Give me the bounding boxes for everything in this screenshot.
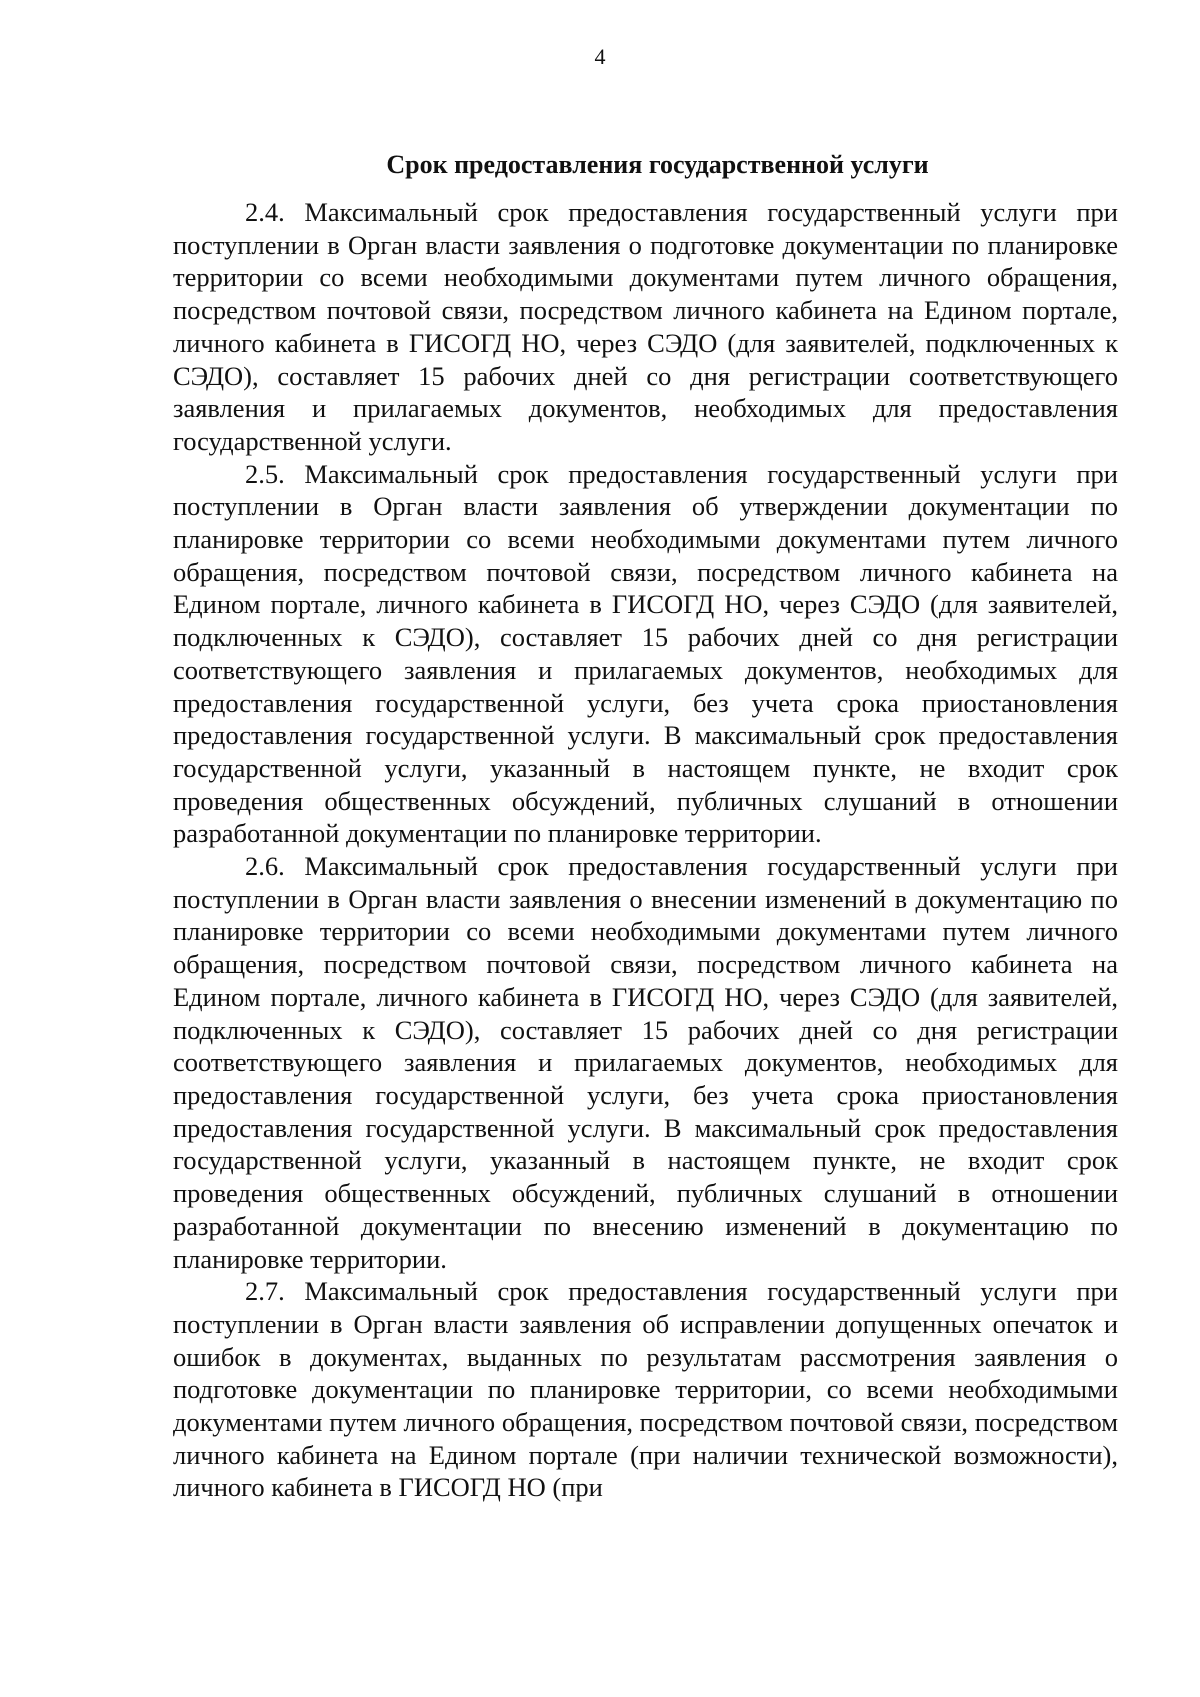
page-number: 4 <box>594 44 606 69</box>
section-heading: Срок предоставления государственной услуги <box>386 150 929 179</box>
paragraph-2-7: 2.7. Максимальный срок предоставления государственный услуги при поступлении в Орган власти заявления об исправлении допущенных опечаток и ошибок в документах, выданных по результатам рассмотрения заявления о подготовке документации по планировке территории, со всеми необходимыми документами путем личного обращения, посредством почтовой связи, посредством личного кабинета на Едином портале (при наличии технической возможности), личного кабинета в ГИСОГД НО (при <box>173 1276 1118 1503</box>
paragraph-2-4: 2.4. Максимальный срок предоставления государственный услуги при поступлении в Орган власти заявления о подготовке документации по планировке территории со всеми необходимыми документами путем личного обращения, посредством почтовой связи, посредством личного кабинета на Едином портале, личного кабинета в ГИСОГД НО, через СЭДО (для заявителей, подключенных к СЭДО), составляет 15 рабочих дней со дня регистрации соответствующего заявления и прилагаемых документов, необходимых для предоставления государственной услуги. <box>173 197 1118 456</box>
paragraph-2-5: 2.5. Максимальный срок предоставления государственный услуги при поступлении в Орган власти заявления об утверждении документации по планировке территории со всеми необходимыми документами путем личного обращения, посредством почтовой связи, посредством личного кабинета на Едином портале, личного кабинета в ГИСОГД НО, через СЭДО (для заявителей, подключенных к СЭДО), составляет 15 рабочих дней со дня регистрации соответствующего заявления и прилагаемых документов, необходимых для предоставления государственной услуги, без учета срока приостановления предоставления государственной услуги. В максимальный срок предоставления государственной услуги, указанный в настоящем пункте, не входит срок проведения общественных обсуждений, публичных слушаний в отношении разработанной документации по планировке территории. <box>173 458 1118 849</box>
paragraph-2-6: 2.6. Максимальный срок предоставления государственный услуги при поступлении в Орган власти заявления о внесении изменений в документацию по планировке территории со всеми необходимыми документами путем личного обращения, посредством почтовой связи, посредством личного кабинета на Едином портале, личного кабинета в ГИСОГД НО, через СЭДО (для заявителей, подключенных к СЭДО), составляет 15 рабочих дней со дня регистрации соответствующего заявления и прилагаемых документов, необходимых для предоставления государственной услуги, без учета срока приостановления предоставления государственной услуги. В максимальный срок предоставления государственной услуги, указанный в настоящем пункте, не входит срок проведения общественных обсуждений, публичных слушаний в отношении разработанной документации по внесению изменений в документацию по планировке территории. <box>173 851 1118 1274</box>
document-body <box>173 148 1118 1504</box>
